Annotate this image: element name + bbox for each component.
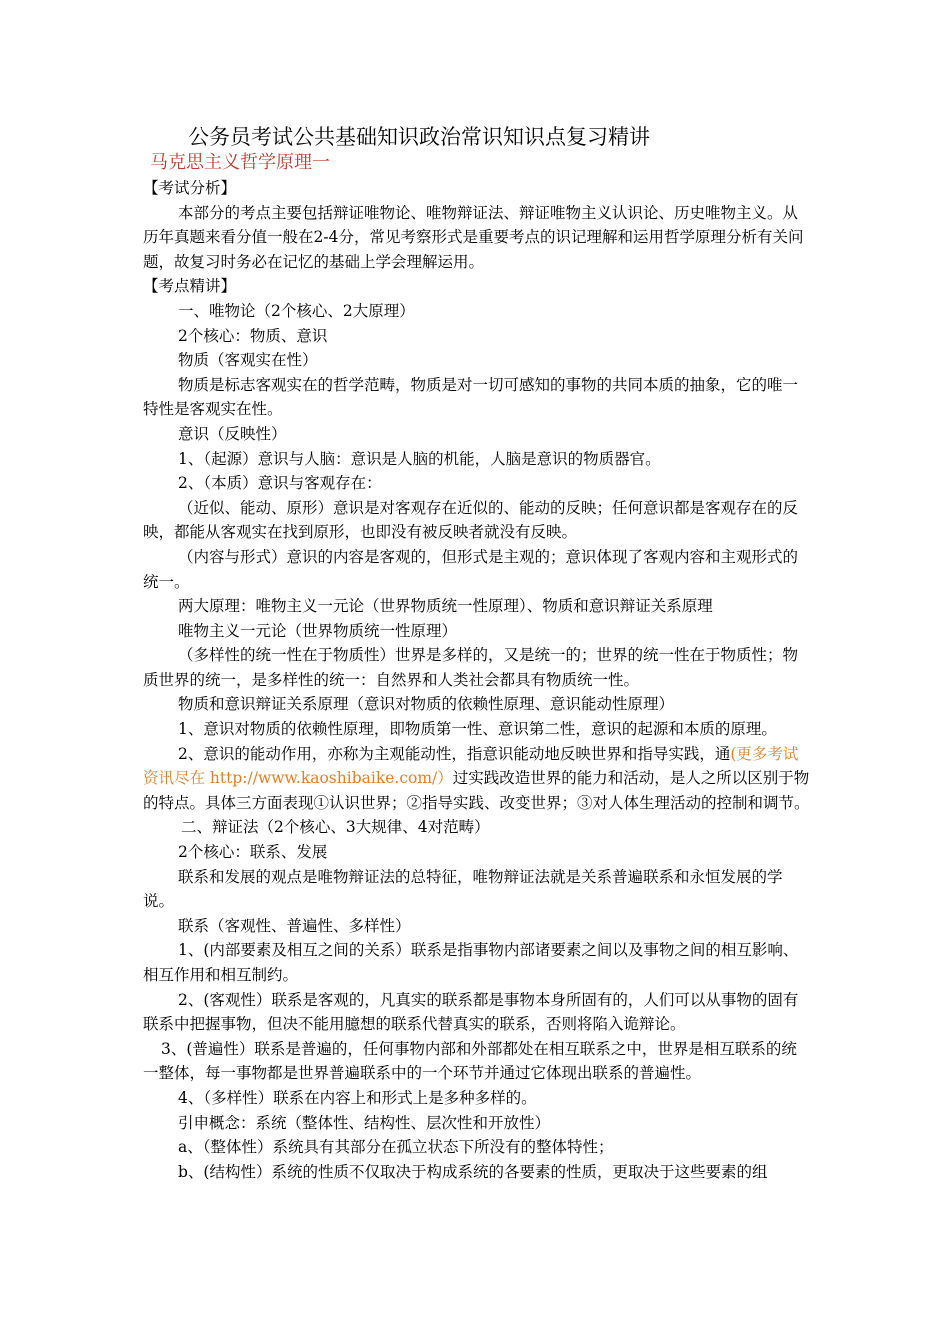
paragraph: 2个核心：物质、意识 xyxy=(178,326,328,345)
paragraph: 1、（起源）意识与人脑：意识是人脑的机能，人脑是意识的物质器官。 xyxy=(178,449,661,468)
paragraph: 3、(普遍性）联系是普遍的，任何事物内部和外部都处在相互联系之中，世界是相互联系的统一整体，每一事物都是世界普遍联系中的一个环节并通过它体现出联系的普遍性。 xyxy=(143,1039,797,1083)
paragraph: 物质和意识辩证关系原理（意识对物质的依赖性原理、意识能动性原理） xyxy=(178,695,675,714)
section-heading-exam-analysis: 【考试分析】 xyxy=(143,179,237,197)
paragraph: 2、（本质）意识与客观存在： xyxy=(178,474,382,493)
paragraph: a、（整体性）系统具有其部分在孤立状态下所没有的整体特性； xyxy=(178,1138,614,1157)
paragraph: 联系（客观性、普遍性、多样性） xyxy=(178,916,411,935)
paragraph: 联系和发展的观点是唯物辩证法的总特征，唯物辩证法就是关系普遍联系和永恒发展的学说。 xyxy=(143,867,783,911)
paragraph-text: 2、意识的能动作用，亦称为主观能动性，指意识能动地反映世界和指导实践，通 xyxy=(178,744,731,763)
paragraph: 唯物主义一元论（世界物质统一性原理） xyxy=(178,621,458,640)
paragraph: 2、(客观性）联系是客观的，凡真实的联系都是事物本身所固有的，人们可以从事物的固有联系中把握事物，但决不能用臆想的联系代替真实的联系，否则将陷入诡辩论。 xyxy=(143,990,799,1034)
section-heading-key-points: 【考点精讲】 xyxy=(143,277,237,296)
paragraph-with-link xyxy=(143,742,811,816)
paragraph: 1、(内部要素及相互之间的关系）联系是指事物内部诸要素之间以及事物之间的相互影响、相互作用和相互制约。 xyxy=(143,941,799,984)
paragraph: 2个核心：联系、发展 xyxy=(178,843,328,862)
paragraph: 一、唯物论（2个核心、2大原理） xyxy=(178,301,415,320)
document-body xyxy=(143,176,811,1184)
paragraph: 意识（反映性） xyxy=(178,424,287,443)
paragraph: 4、（多样性）联系在内容上和形式上是多种多样的。 xyxy=(178,1088,537,1107)
paragraph: （多样性的统一性在于物质性）世界是多样的，又是统一的；世界的统一性在于物质性；物质世界的统一，是多样性的统一：自然界和人类社会都具有物质统一性。 xyxy=(143,646,799,689)
paragraph: （近似、能动、原形）意识是对客观存在近似的、能动的反映；任何意识都是客观存在的反映，都能从客观实在找到原形，也即没有被反映者就没有反映。 xyxy=(143,498,799,542)
paragraph: 二、辩证法（2个核心、3大规律、4对范畴） xyxy=(181,818,490,837)
document-title: 公务员考试公共基础知识政治常识知识点复习精讲 xyxy=(188,125,650,149)
paragraph: 物质（客观实在性） xyxy=(178,351,318,370)
document-subtitle: 马克思主义哲学原理一 xyxy=(150,152,330,173)
promo-link[interactable]: (更多考试资讯尽在 http://www.kaoshibaike.com/） xyxy=(143,744,799,788)
paragraph: 1、意识对物质的依赖性原理，即物质第一性、意识第二性，意识的起源和本质的原理。 xyxy=(178,720,777,739)
paragraph: 两大原理：唯物主义一元论（世界物质统一性原理）、物质和意识辩证关系原理 xyxy=(178,597,713,616)
paragraph: 本部分的考点主要包括辩证唯物论、唯物辩证法、辩证唯物主义认识论、历史唯物主义。从历年真题来看分值一般在2-4分，常见考察形式是重要考点的识记理解和运用哲学原理分析有关问题，故复习时务必在记忆的基础上学会理解运用。 xyxy=(143,203,804,271)
paragraph: （内容与形式）意识的内容是客观的，但形式是主观的；意识体现了客观内容和主观形式的统一。 xyxy=(143,547,799,591)
paragraph-text: 过实践改造世界的能力和活动，是人之所以区别于物的特点。具体三方面表现①认识世界；②指导实践、改变世界；③对人体生理活动的控制和调节。 xyxy=(143,769,810,812)
paragraph: 引申概念：系统（整体性、结构性、层次性和开放性） xyxy=(178,1113,551,1132)
paragraph: 物质是标志客观实在的哲学范畴，物质是对一切可感知的事物的共同本质的抽象，它的唯一特性是客观实在性。 xyxy=(143,375,799,419)
paragraph: b、(结构性）系统的性质不仅取决于构成系统的各要素的性质，更取决于这些要素的组 xyxy=(178,1162,768,1181)
